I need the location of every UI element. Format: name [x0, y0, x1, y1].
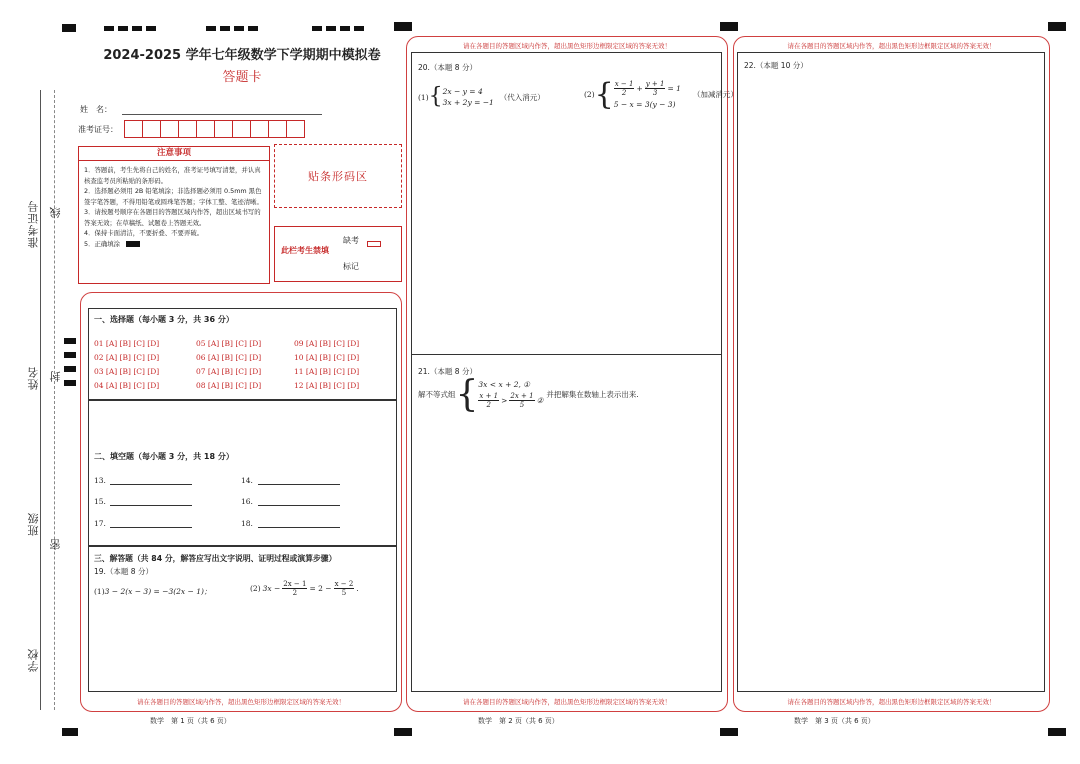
mcq-item-08[interactable]: 08 [A] [B] [C] [D] — [196, 381, 262, 390]
absent-box — [274, 226, 402, 282]
q20-part1: (1) { 2x − y = 4 3x + 2y = −1 （代入消元） — [418, 84, 545, 109]
fill-input-14[interactable] — [258, 484, 340, 485]
note-item: 1．答题前，考生先将自己的姓名，准考证号填写清楚，并认真核查监考员所粘贴的条形码。 — [84, 166, 261, 185]
side-label-id: 准考证号 — [27, 200, 40, 248]
q20-part2: (2) { $\frac{x - 1}{2}$ + $\frac{y + 1}{3}$ = 1 5 − x = 3(y − 3) （加减消元） — [584, 76, 738, 112]
registration-mark — [104, 26, 156, 31]
section2-title: 二、填空题（每小题 3 分，共 18 分） — [94, 452, 234, 461]
registration-mark — [64, 380, 76, 386]
mcq-item-02[interactable]: 02 [A] [B] [C] [D] — [94, 353, 160, 362]
registration-mark — [394, 728, 412, 736]
registration-mark — [1048, 22, 1066, 31]
absent-checkbox[interactable] — [367, 241, 381, 247]
q19-part1: (1)3 − 2(x − 3) = −3(2x − 1)； — [94, 587, 212, 596]
notes-box — [78, 146, 270, 284]
mcq-item-01[interactable]: 01 [A] [B] [C] [D] — [94, 339, 160, 348]
barcode-area — [274, 144, 402, 208]
page2-number: 数学 第 2 页（共 6 页） — [478, 717, 559, 725]
fill-label-18: 18. — [241, 519, 253, 528]
note-item: 3．请按题号顺序在各题目的答题区域内作答，超出区域书写的答案无效；在草稿纸、试题卷上答题无效。 — [84, 208, 261, 227]
side-label-class: 班级 — [27, 512, 40, 536]
page3-warning: 请在各题目的答题区域内作答，超出黑色矩形边框限定区域的答案无效！ — [787, 698, 996, 706]
registration-mark — [206, 26, 258, 31]
absent-mark-text: 标记 — [343, 262, 359, 271]
id-input-boxes[interactable] — [124, 120, 304, 140]
fill-input-16[interactable] — [258, 505, 340, 506]
registration-mark — [64, 352, 76, 358]
fill-label-15: 15. — [94, 497, 106, 506]
fill-label-17: 17. — [94, 519, 106, 528]
page2-top-warning: 请在各题目的答题区域内作答，超出黑色矩形边框限定区域的答案无效！ — [463, 42, 671, 50]
barcode-label: 贴条形码区 — [308, 170, 368, 183]
side-label-name: 姓名 — [27, 366, 40, 390]
fill-input-18[interactable] — [258, 527, 340, 528]
side-label-seal: 封 — [49, 370, 62, 382]
note-item: 2．选择题必须用 2B 铅笔填涂；非选择题必须用 0.5mm 黑色签字笔答题，不得用铅笔或圆珠笔答题；字体工整、笔迹清晰。 — [84, 187, 263, 206]
q20-title: 20.（本题 8 分） — [418, 63, 477, 72]
page1-number: 数学 第 1 页（共 6 页） — [150, 717, 231, 725]
registration-mark — [64, 338, 76, 344]
mcq-item-10[interactable]: 10 [A] [B] [C] [D] — [294, 353, 360, 362]
answer-card-subtitle: 答题卡 — [222, 70, 262, 85]
section3-title: 三、解答题（共 84 分，解答应写出文字说明、证明过程或演算步骤） — [94, 554, 337, 563]
binding-line — [40, 90, 41, 710]
fill-input-13[interactable] — [110, 484, 192, 485]
registration-mark — [62, 728, 78, 736]
mcq-item-03[interactable]: 03 [A] [B] [C] [D] — [94, 367, 160, 376]
fill-label-14: 14. — [241, 476, 253, 485]
mcq-item-05[interactable]: 05 [A] [B] [C] [D] — [196, 339, 262, 348]
fill-input-15[interactable] — [110, 505, 192, 506]
side-label-school: 学校 — [27, 648, 40, 672]
registration-mark — [62, 24, 76, 32]
mcq-item-04[interactable]: 04 [A] [B] [C] [D] — [94, 381, 160, 390]
registration-mark — [720, 22, 738, 31]
fill-input-17[interactable] — [110, 527, 192, 528]
registration-mark — [312, 26, 364, 31]
q21-title: 21.（本题 8 分） — [418, 367, 477, 376]
name-label: 姓 名： — [80, 105, 112, 114]
page2-divider — [411, 354, 722, 355]
notes-list — [79, 161, 269, 253]
fill-label-13: 13. — [94, 476, 106, 485]
mcq-item-11[interactable]: 11 [A] [B] [C] [D] — [294, 367, 360, 376]
page2-warning: 请在各题目的答题区域内作答，超出黑色矩形边框限定区域的答案无效！ — [463, 698, 671, 706]
registration-mark — [394, 22, 412, 31]
side-label-secret: 密 — [49, 538, 62, 550]
mcq-item-12[interactable]: 12 [A] [B] [C] [D] — [294, 381, 360, 390]
q19-part2: (2) 3x − $\frac{2x - 1}{2}$ = 2 − $\frac{x - 2}{5}$ . — [250, 580, 359, 597]
mcq-item-07[interactable]: 07 [A] [B] [C] [D] — [196, 367, 262, 376]
notes-title: 注意事项 — [79, 147, 269, 161]
mcq-item-06[interactable]: 06 [A] [B] [C] [D] — [196, 353, 262, 362]
q19-title: 19.（本题 8 分） — [94, 567, 153, 576]
registration-mark — [1048, 728, 1066, 736]
q22-title: 22.（本题 10 分） — [744, 61, 808, 70]
note-item: 5．正确填涂 — [84, 239, 264, 250]
registration-mark — [64, 366, 76, 372]
name-input-line[interactable] — [122, 114, 322, 115]
note-item: 4．保持卡面清洁，不要折叠、不要弄破。 — [84, 229, 204, 237]
page3-top-warning: 请在各题目的答题区域内作答，超出黑色矩形边框限定区域的答案无效！ — [787, 42, 996, 50]
page3-answer-frame[interactable] — [737, 52, 1045, 692]
mcq-item-09[interactable]: 09 [A] [B] [C] [D] — [294, 339, 360, 348]
page3-number: 数学 第 3 页（共 6 页） — [794, 717, 875, 725]
page1-warning: 请在各题目的答题区域内作答，超出黑色矩形边框限定区域的答案无效！ — [137, 698, 345, 706]
absent-label: 此栏考生禁填 — [281, 246, 329, 255]
registration-mark — [720, 728, 738, 736]
filled-example — [126, 241, 140, 247]
q21-problem: 解不等式组 { 3x < x + 2, ① $\frac{x + 1}{2}$ > $\frac{2x + 1}{5}$ ② 并把解集在数轴上表示出来. — [418, 373, 639, 415]
absent-text: 缺考 — [343, 236, 359, 245]
id-label: 准考证号： — [78, 125, 118, 134]
side-label-line: 线 — [49, 206, 62, 218]
binding-dashed-line — [54, 90, 55, 710]
fill-label-16: 16. — [241, 497, 253, 506]
section1-title: 一、选择题（每小题 3 分，共 36 分） — [94, 315, 234, 324]
exam-title: 2024-2025 学年七年级数学下学期期中模拟卷 — [103, 48, 381, 63]
